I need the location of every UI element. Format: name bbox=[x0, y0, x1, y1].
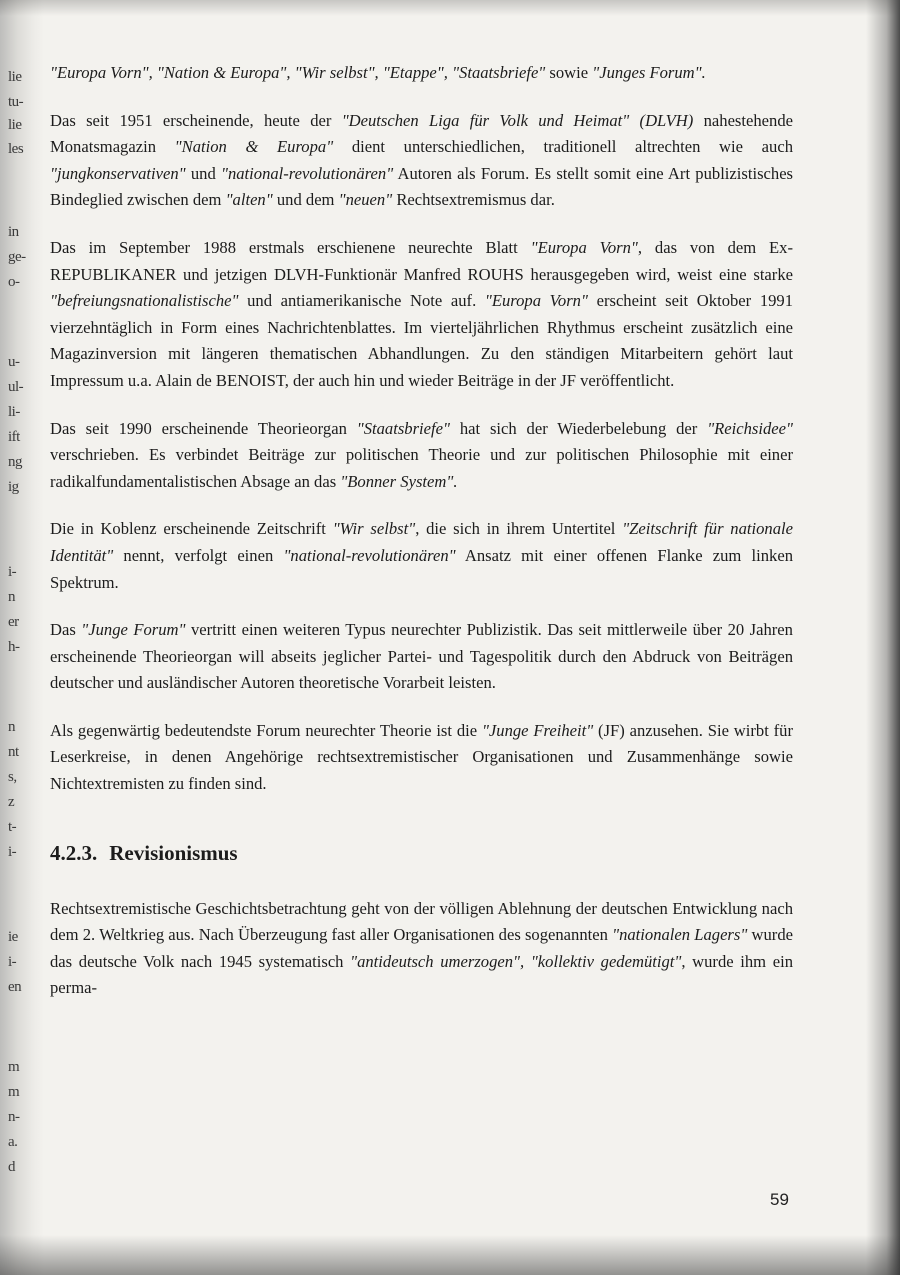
facing-page-fragment: o- bbox=[8, 274, 20, 290]
facing-page-fragment: i- bbox=[8, 564, 17, 580]
paragraph-3 bbox=[50, 235, 793, 395]
text-run: Als gegenwärtig bedeutendste Forum neurechter Theorie ist die bbox=[50, 720, 482, 740]
text-run: , das von dem Ex-REPUBLIKANER und jetzigen DLVH-Funktionär Manfred ROUHS herausgegeben wird, weist eine starke bbox=[50, 237, 793, 284]
italic-run: "alten" bbox=[225, 190, 273, 210]
text-run: wurde das deutsche Volk nach 1945 systematisch bbox=[50, 925, 793, 971]
facing-page-fragment: n- bbox=[8, 1109, 20, 1125]
facing-page-fragment: u- bbox=[8, 354, 20, 370]
text-run: Das seit 1990 erscheinende Theorieorgan bbox=[50, 418, 357, 438]
section-title: Revisionismus bbox=[109, 840, 238, 865]
italic-run: "Staatsbriefe" bbox=[356, 418, 450, 438]
facing-page-fragment: en bbox=[8, 979, 22, 995]
paragraph-7 bbox=[50, 718, 793, 798]
italic-run: "Europa Vorn", "Nation & Europa", "Wir selbst", "Etappe", "Staatsbriefe" bbox=[50, 63, 546, 82]
text-run: Rechtsextremismus dar. bbox=[392, 190, 555, 210]
facing-page-fragment: li- bbox=[8, 404, 20, 420]
facing-page-fragment: i- bbox=[8, 954, 17, 970]
text-run: nennt, verfolgt einen bbox=[113, 545, 284, 565]
text-run: Rechtsextremistische Geschichtsbetrachtung geht von der völligen Ablehnung der deutschen Entwicklung nach dem 2. Weltkrieg aus. Nach Überzeugung fast aller Organisationen des sogenannten bbox=[50, 898, 793, 945]
facing-page-fragment: n bbox=[8, 589, 15, 605]
text-run: Die in Koblenz erscheinende Zeitschrift bbox=[50, 519, 333, 539]
text-run: und dem bbox=[272, 190, 339, 210]
facing-page-fragment: in bbox=[8, 224, 19, 240]
italic-run: "jungkonservativen" bbox=[50, 163, 186, 183]
text-run: hat sich der Wiederbelebung der bbox=[449, 418, 708, 438]
facing-page-fragment: ng bbox=[8, 454, 22, 470]
text-run: Ansatz mit einer offenen Flanke zum linken Spektrum. bbox=[50, 545, 793, 592]
top-shadow bbox=[0, 0, 900, 16]
text-run: Autoren als Forum. Es stellt somit eine Art publizistisches Bindeglied zwischen dem bbox=[50, 163, 794, 210]
facing-page-fragment: ift bbox=[8, 429, 20, 445]
text-run: erscheint seit Oktober 1991 vierzehntäglich in Form eines Nachrichtenblattes. Im vierteljährlichen Rhythmus erscheint zusätzlich eine Magazinversion mit längeren thematischen Abhandlungen. Zu den ständigen Mitarbeitern gehört laut Impressum u.a. Alain de BENOIST, der auch hin und wieder Beiträge in der JF veröffentlicht. bbox=[50, 291, 794, 390]
facing-page-fragment: i- bbox=[8, 844, 17, 860]
text-run: und antiamerikanische Note auf. bbox=[238, 291, 485, 311]
book-edge-shadow bbox=[866, 0, 900, 1275]
italic-run: "Europa Vorn" bbox=[484, 291, 588, 311]
text-run: und bbox=[185, 163, 221, 183]
page-body bbox=[50, 60, 793, 1023]
italic-run: "nationalen Lagers" bbox=[612, 925, 748, 945]
italic-run: "Deutschen Liga für Volk und Heimat" (DLVH) bbox=[341, 110, 694, 130]
paragraph-2 bbox=[50, 108, 793, 214]
italic-run: "Junge Freiheit" bbox=[481, 720, 594, 740]
italic-run: "Reichsidee" bbox=[707, 418, 793, 438]
facing-page-fragment: lie bbox=[8, 117, 22, 133]
italic-run: "neuen" bbox=[338, 190, 393, 210]
paragraph-4 bbox=[50, 416, 793, 496]
facing-page-margin bbox=[0, 0, 44, 1275]
paragraph-8 bbox=[50, 896, 793, 1002]
facing-page-fragment: tu- bbox=[8, 94, 24, 110]
text-run: (JF) anzusehen. Sie wirbt für Leserkreise, in denen Angehörige rechtsextremistischer Organisationen und Zusammenhänge sowie Nichtextremisten zu finden sind. bbox=[50, 720, 793, 794]
text-run: verschrieben. Es verbindet Beiträge zur politischen Theorie und zur politischen Philosophie mit einer radikalfundamentalistischen Absage an das bbox=[50, 445, 793, 491]
italic-run: "national-revolutionären" bbox=[221, 163, 394, 183]
facing-page-fragment: er bbox=[8, 614, 19, 630]
italic-run: "national-revolutionären" bbox=[283, 545, 456, 565]
text-run: sowie bbox=[545, 63, 593, 82]
facing-page-fragment: ig bbox=[8, 479, 19, 495]
section-number: 4.2.3. bbox=[50, 840, 98, 865]
paragraph-5 bbox=[50, 516, 793, 596]
paragraph-1 bbox=[50, 60, 793, 87]
bottom-shadow bbox=[0, 1235, 900, 1275]
facing-page-fragment: ge- bbox=[8, 249, 26, 265]
section-heading bbox=[50, 840, 793, 866]
text-run: dient unterschiedlichen, traditionell altrechten wie auch bbox=[333, 137, 793, 157]
facing-page-fragment: m bbox=[8, 1059, 20, 1075]
italic-run: "Wir selbst" bbox=[332, 519, 416, 539]
facing-page-fragment: a. bbox=[8, 1134, 18, 1150]
italic-run: "befreiungsnationalistische" bbox=[50, 291, 239, 311]
italic-run: "Zeitschrift für nationale Identität" bbox=[50, 519, 793, 565]
facing-page-fragment: nt bbox=[8, 744, 19, 760]
facing-page-fragment: lie bbox=[8, 69, 22, 85]
italic-run: "Europa Vorn" bbox=[530, 237, 638, 257]
facing-page-fragment: les bbox=[8, 141, 24, 157]
facing-page-fragment: d bbox=[8, 1159, 15, 1175]
italic-run: "Junge Forum" bbox=[81, 620, 186, 640]
facing-page-fragment: n bbox=[8, 719, 15, 735]
facing-page-fragment: m bbox=[8, 1084, 20, 1100]
facing-page-fragment: s, bbox=[8, 769, 17, 785]
facing-page-fragment: z bbox=[8, 794, 15, 810]
text-run: , wurde ihm ein perma- bbox=[50, 951, 793, 998]
text-run: Das bbox=[50, 620, 82, 640]
italic-run: "Nation & Europa" bbox=[174, 137, 334, 157]
text-run: , die sich in ihrem Untertitel bbox=[415, 519, 623, 539]
italic-run: "antideutsch umerzogen", "kollektiv gedemütigt" bbox=[350, 951, 682, 971]
facing-page-fragment: ul- bbox=[8, 379, 24, 395]
page-number: 59 bbox=[770, 1190, 789, 1209]
facing-page-fragment: h- bbox=[8, 639, 20, 655]
facing-page-fragment: ie bbox=[8, 929, 18, 945]
facing-page-fragment: t- bbox=[8, 819, 17, 835]
italic-run: "Bonner System". bbox=[340, 471, 458, 491]
italic-run: "Junges Forum". bbox=[592, 63, 706, 82]
paragraph-6 bbox=[50, 617, 793, 697]
text-run: Das seit 1951 erscheinende, heute der bbox=[50, 110, 342, 130]
text-run: vertritt einen weiteren Typus neurechter Publizistik. Das seit mittlerweile über 20 Jahren erscheinende Theorieorgan will abseits jeglicher Partei- und Tagespolitik durch den Abdruck von Beiträgen deutscher und ausländischer Autoren theoretische Vorarbeit leisten. bbox=[50, 620, 793, 693]
text-run: Das im September 1988 erstmals erschienene neurechte Blatt bbox=[50, 237, 531, 257]
text-run: nahestehende Monatsmagazin bbox=[50, 110, 793, 157]
